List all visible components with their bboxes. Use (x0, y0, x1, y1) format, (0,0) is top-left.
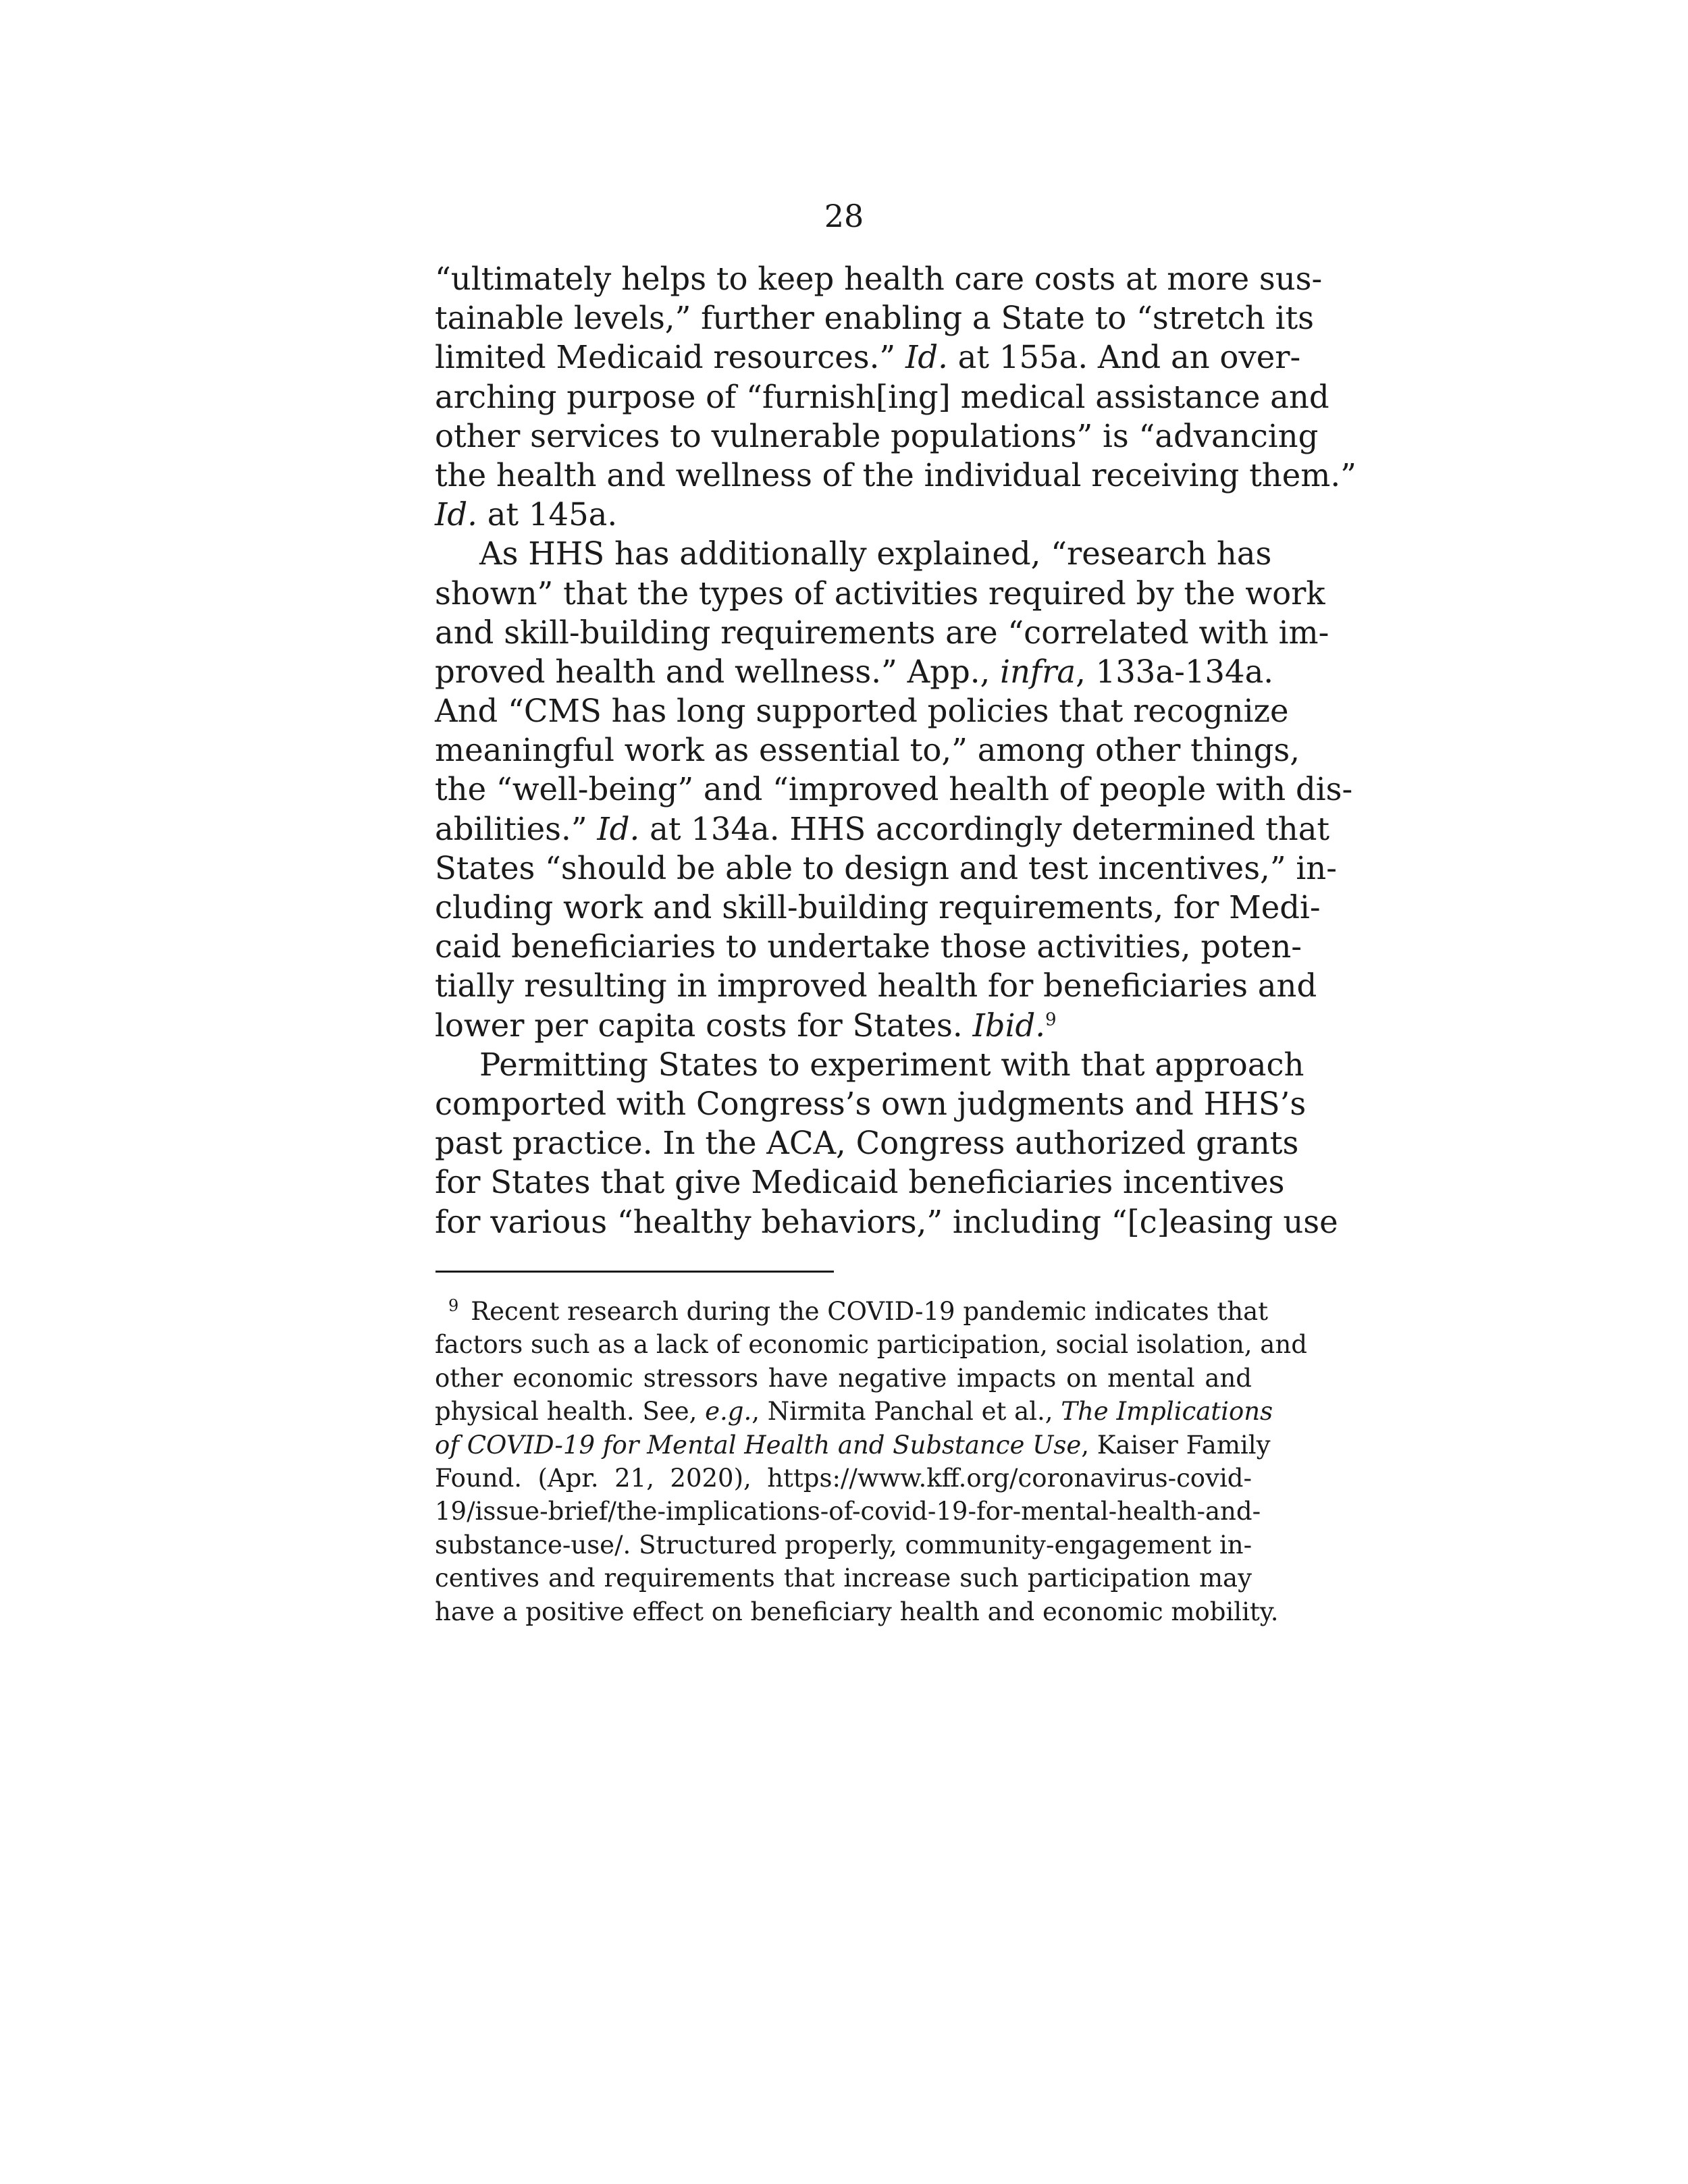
text-line: other services to vulnerable populations” is “advancing (435, 417, 1319, 454)
footnote-line: other economic stressors have negative impacts on mental and (435, 1363, 1252, 1393)
text-line: arching purpose of “furnish[ing] medical assistance and (435, 378, 1329, 415)
citation-ibid: Ibid. (972, 1007, 1045, 1044)
text-line: meaningful work as essential to,” among other things, (435, 732, 1300, 769)
text-line: shown” that the types of activities required by the work (435, 575, 1325, 612)
footnote-line (435, 1295, 1268, 1328)
text-line (435, 495, 1252, 534)
citation-infra: infra (1000, 653, 1076, 690)
text-run (1000, 654, 1273, 690)
footnote-line: centives and requirements that increase such participation may (435, 1564, 1252, 1593)
text-line: and skill-building requirements are “correlated with im- (435, 614, 1329, 651)
text-line: comported with Congress’s own judgments and HHS’s (435, 1085, 1307, 1122)
text-line: the health and wellness of the individual receiving them.” (435, 456, 1356, 494)
text-run: , Kaiser Family (1081, 1430, 1271, 1460)
text-line: cluding work and skill-building requirements, for Medi- (435, 889, 1321, 926)
footnote-divider (436, 1271, 834, 1273)
text-run (705, 1397, 1053, 1426)
citation-eg: e.g. (705, 1397, 752, 1427)
text-line: caid beneficiaries to undertake those activities, poten- (435, 928, 1302, 965)
footnote-reference[interactable]: 9 (1045, 1009, 1057, 1030)
text-run: abilities.” (435, 810, 587, 847)
text-run: Recent research during the COVID-19 pandemic indicates that (471, 1297, 1268, 1326)
footnote-line (435, 1429, 1271, 1462)
text-line: the “well-being” and “improved health of people with dis- (435, 771, 1353, 808)
footnote-marker: 9 (448, 1296, 459, 1315)
footnote-9 (435, 1295, 1307, 1628)
text-line: tainable levels,” further enabling a State to “stretch its (435, 300, 1315, 337)
paragraph-2 (435, 534, 1353, 1044)
text-line: As HHS has additionally explained, “research has (479, 535, 1272, 572)
footnote-line[interactable]: Found. (Apr. 21, 2020), https://www.kff.org/coronavirus-covid- (435, 1463, 1252, 1493)
text-line: And “CMS has long supported policies that recognize (435, 693, 1289, 730)
text-line: for various “healthy behaviors,” including “[c]easing use (435, 1203, 1338, 1240)
text-line: past practice. In the ACA, Congress authorized grants (435, 1125, 1299, 1162)
text-line (435, 1006, 1252, 1045)
footnote-line: have a positive effect on beneficiary health and economic mobility. (435, 1597, 1279, 1626)
text-run: at 155a. And an over- (957, 339, 1301, 376)
text-line (435, 652, 1274, 691)
text-run: at 134a. HHS accordingly determined that (650, 810, 1330, 847)
footnote-line (435, 1395, 1273, 1428)
text-line: Permitting States to experiment with that approach (479, 1046, 1304, 1083)
text-line: for States that give Medicaid beneficiaries incentives (435, 1164, 1285, 1201)
text-run: , 133a-134a. (1076, 653, 1274, 690)
text-run: proved health and wellness.” App., (435, 653, 991, 690)
text-run: , Nirmita Panchal et al., (751, 1397, 1053, 1427)
footnote-line: factors such as a lack of economic participation, social isolation, and (435, 1330, 1307, 1360)
text-line: tially resulting in improved health for beneficiaries and (435, 967, 1317, 1005)
text-line (435, 809, 1330, 849)
page-number: 28 (824, 198, 864, 234)
text-line: States “should be able to design and test incentives,” in- (435, 849, 1337, 886)
footnote-line[interactable]: 19/issue-brief/the-implications-of-covid-19-for-mental-health-and- (435, 1497, 1261, 1526)
footnote-line: substance-use/. Structured properly, community-engagement in- (435, 1530, 1252, 1560)
paragraph-3 (435, 1045, 1338, 1242)
citation-id: Id. (435, 496, 477, 533)
body-text (435, 259, 1356, 1242)
citation-id: Id. (905, 339, 948, 376)
citation-id: Id. (597, 810, 640, 847)
paragraph-1 (435, 259, 1356, 534)
text-line (435, 338, 1301, 377)
text-line: “ultimately helps to keep health care costs at more sus- (435, 261, 1323, 297)
text-run: at 145a. (487, 496, 618, 533)
text-run: physical health. See, (435, 1397, 697, 1427)
text-run: limited Medicaid resources.” (435, 339, 896, 376)
article-title: of COVID-19 for Mental Health and Substance Use (435, 1430, 1082, 1460)
article-title: The Implications (1061, 1397, 1273, 1427)
text-run: lower per capita costs for States. (435, 1007, 963, 1044)
